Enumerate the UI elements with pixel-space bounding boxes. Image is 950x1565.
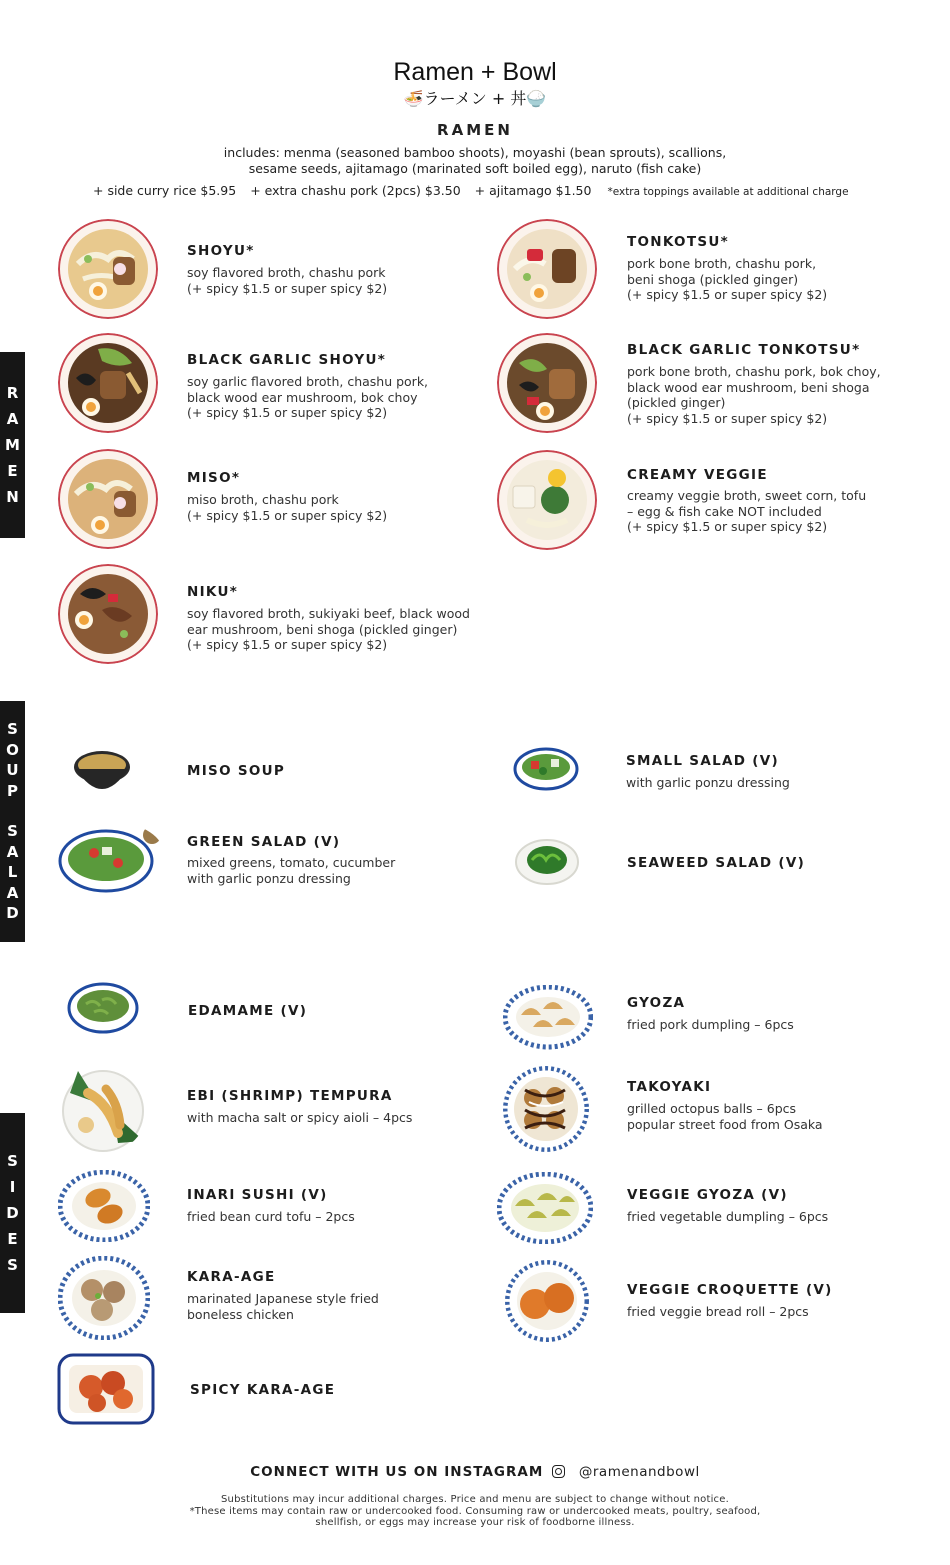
- ramen-bowl-icon: [497, 219, 597, 319]
- salad-plate-icon: [58, 823, 164, 893]
- tab-sides: S I D E S: [0, 1113, 25, 1313]
- takoyaki-plate-icon: [503, 1066, 589, 1152]
- ramen-bowl-icon: [497, 450, 597, 550]
- karaage-plate-icon: [58, 1256, 150, 1340]
- veggie-gyoza-plate-icon: [497, 1172, 593, 1244]
- extra-ajitamago: + ajitamago $1.50: [474, 183, 592, 198]
- footer-disclaimer: Substitutions may incur additional charges. Price and menu are subject to change without notice. *These items may contain raw or undercooked food. Consuming raw or undercooked meats, poultry, seafood, shellfish, or eggs may increase your risk of foodborne illness.: [189, 1494, 761, 1528]
- instagram-handle[interactable]: @ramenandbowl: [578, 1464, 700, 1480]
- ramen-section-heading: RAMEN: [437, 121, 513, 139]
- ramen-bowl-icon: [58, 564, 158, 664]
- instagram-connect: [0, 1464, 950, 1480]
- extras-note: *extra toppings available at additional charge: [607, 186, 849, 198]
- ramen-includes: includes: menma (seasoned bamboo shoots), moyashi (bean sprouts), scallions, sesame seeds, ajitamago (marinated soft boiled egg), naruto (fish cake): [223, 145, 727, 176]
- extra-toppings: [93, 183, 893, 198]
- instagram-icon[interactable]: [552, 1465, 565, 1478]
- inari-plate-icon: [58, 1170, 150, 1242]
- gyoza-plate-icon: [503, 985, 593, 1050]
- extra-chashu: + extra chashu pork (2pcs) $3.50: [250, 183, 461, 198]
- seaweed-bowl-icon: [514, 836, 580, 892]
- ramen-bowl-icon: [58, 333, 158, 433]
- ramen-bowl-icon: [58, 219, 158, 319]
- brand-title: Ramen + Bowl: [393, 58, 557, 86]
- tab-soup-salad: S O U P S A L A D: [0, 701, 25, 942]
- salad-bowl-icon: [513, 743, 579, 803]
- tempura-plate-icon: [58, 1063, 148, 1153]
- ramen-bowl-icon: [497, 333, 597, 433]
- soup-bowl-icon: [72, 743, 132, 803]
- edamame-bowl-icon: [66, 980, 140, 1046]
- instagram-label: CONNECT WITH US ON INSTAGRAM: [250, 1464, 544, 1480]
- spicy-karaage-dish-icon: [57, 1353, 155, 1425]
- croquette-plate-icon: [505, 1260, 589, 1342]
- extra-curry-rice: + side curry rice $5.95: [93, 183, 237, 198]
- brand-subtitle: 🍜ラーメン + 丼🍚: [403, 89, 547, 108]
- tab-ramen: R A M E N: [0, 352, 25, 538]
- ramen-bowl-icon: [58, 449, 158, 549]
